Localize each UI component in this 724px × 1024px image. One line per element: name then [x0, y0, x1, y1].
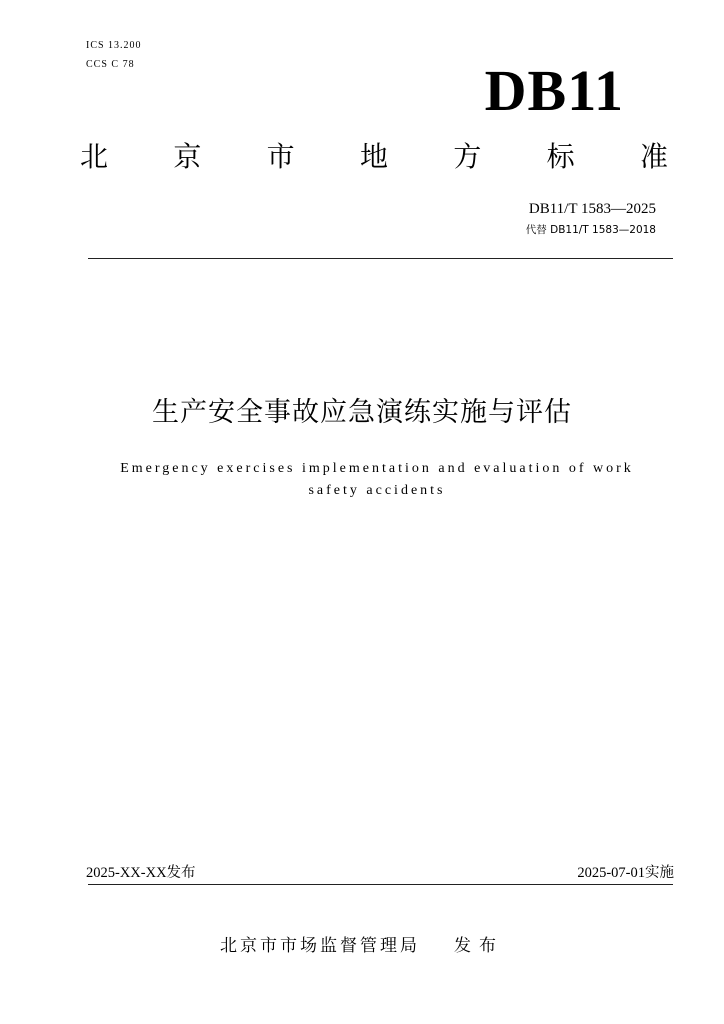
footer-divider: [88, 884, 673, 885]
standard-type-char: 标: [546, 140, 575, 173]
standard-type-heading: [80, 138, 668, 176]
publisher-name: 北京市市场监督管理局: [220, 936, 420, 956]
issue-date: 2025-XX-XX发布: [86, 865, 196, 881]
ics-code: ICS 13.200: [86, 40, 142, 51]
standard-type-char: 京: [173, 140, 202, 173]
replaced-standard: 代替 DB11/T 1583—2018: [525, 224, 656, 236]
chinese-title: 生产安全事故应急演练实施与评估: [152, 397, 572, 428]
publish-label: 发布: [454, 936, 504, 956]
standard-type-char: 地: [359, 140, 388, 173]
db11-logo: DB11: [484, 58, 624, 123]
standard-number: DB11/T 1583—2025: [528, 201, 656, 217]
standard-type-char: 北: [80, 140, 109, 173]
standard-type-char: 方: [453, 140, 482, 173]
header-divider: [88, 258, 673, 259]
ccs-code: CCS C 78: [86, 59, 135, 70]
standard-type-char: 准: [639, 140, 668, 173]
effective-date: 2025-07-01实施: [577, 865, 674, 881]
standard-type-char: 市: [266, 140, 295, 173]
english-title: Emergency exercises implementation and evaluation of work safety accidents: [120, 461, 634, 498]
classification-codes: [86, 36, 142, 74]
publisher-line: [0, 933, 724, 959]
